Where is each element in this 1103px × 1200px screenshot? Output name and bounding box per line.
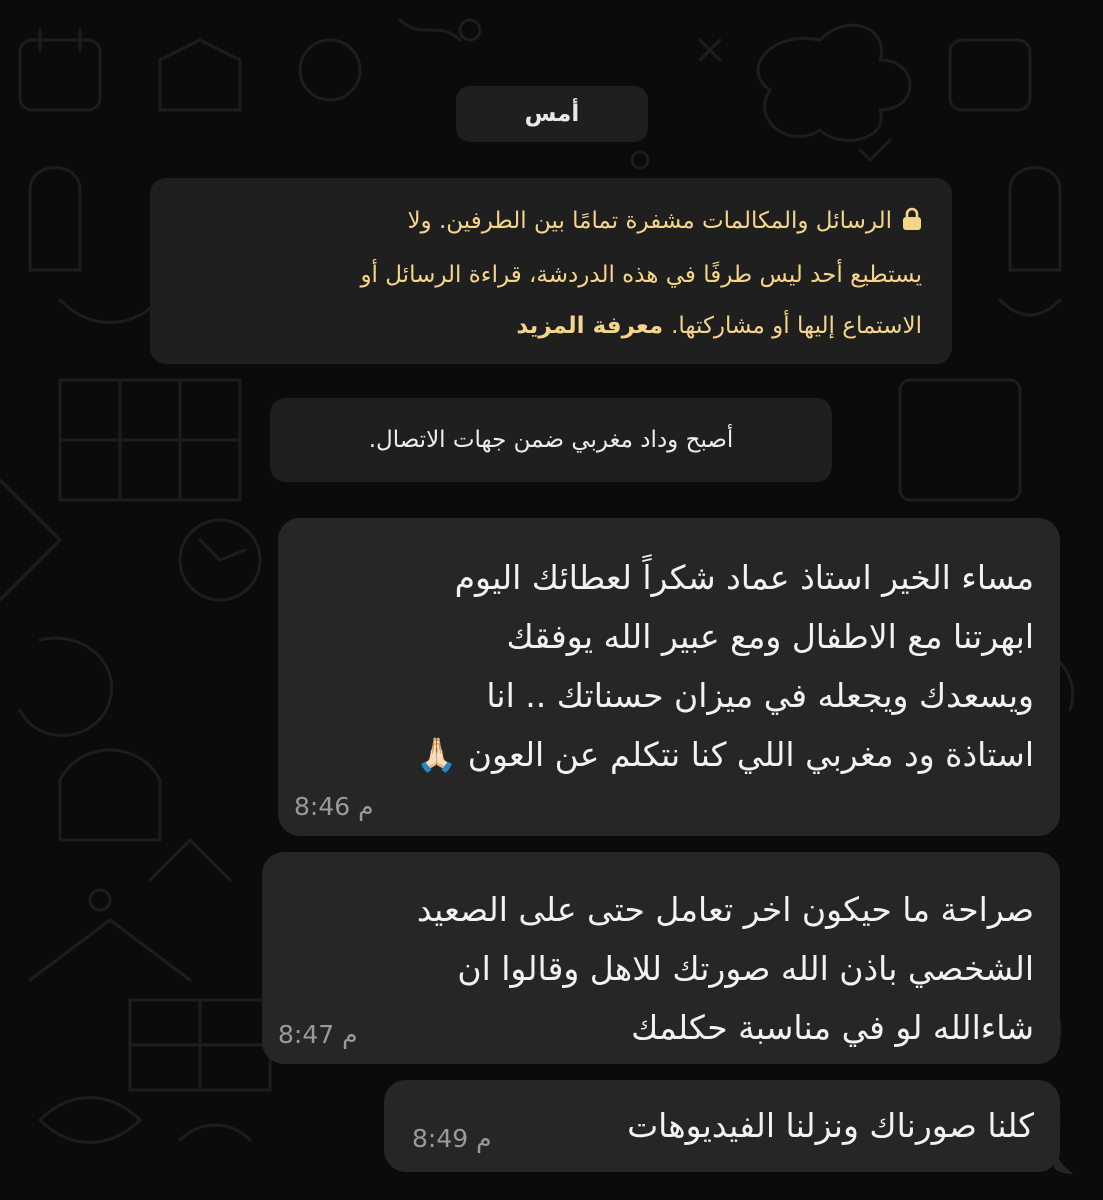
message-text: مساء الخير استاذ عماد شكراً لعطائك اليوم ابهرتنا مع الاطفال ومع عبير الله يوفقك ويسعدك ويجعله في ميزان حسناتك .. انا استاذة ود مغربي اللي كنا نتكلم عن العون 🙏🏻 [416, 558, 1034, 774]
message-text: صراحة ما حيكون اخر تعامل حتى على الصعيد الشخصي باذن الله صورتك للاهل وقالوا ان شاءالله لو في مناسبة حكلمك [416, 890, 1034, 1047]
learn-more-link[interactable]: معرفة المزيد [516, 313, 664, 339]
encryption-notice-line-1: الرسائل والمكالمات مشفرة تمامًا بين الطرفين. ولا [407, 208, 892, 234]
message-text: كلنا صورناك ونزلنا الفيديوهات [627, 1106, 1034, 1145]
date-separator [456, 86, 648, 142]
contact-added-text: أصبح وداد مغربي ضمن جهات الاتصال. [368, 427, 734, 453]
message-bubble[interactable] [384, 1080, 1060, 1172]
message-time: 8:46 م [294, 792, 374, 821]
bubble-tail-icon [1054, 1146, 1074, 1174]
message-time: 8:49 م [412, 1124, 492, 1153]
lock-icon [902, 199, 922, 250]
message-time: 8:47 م [278, 1020, 358, 1049]
contact-added-notice [270, 398, 832, 482]
encryption-notice-line-2: يستطيع أحد ليس طرفًا في هذه الدردشة، قراءة الرسائل أو [360, 262, 922, 288]
date-separator-label: أمس [524, 101, 580, 127]
message-bubble[interactable] [262, 852, 1060, 1064]
message-bubble[interactable] [278, 518, 1060, 836]
encryption-notice-line-3: الاستماع إليها أو مشاركتها. [671, 313, 922, 339]
encryption-notice[interactable] [150, 178, 952, 364]
